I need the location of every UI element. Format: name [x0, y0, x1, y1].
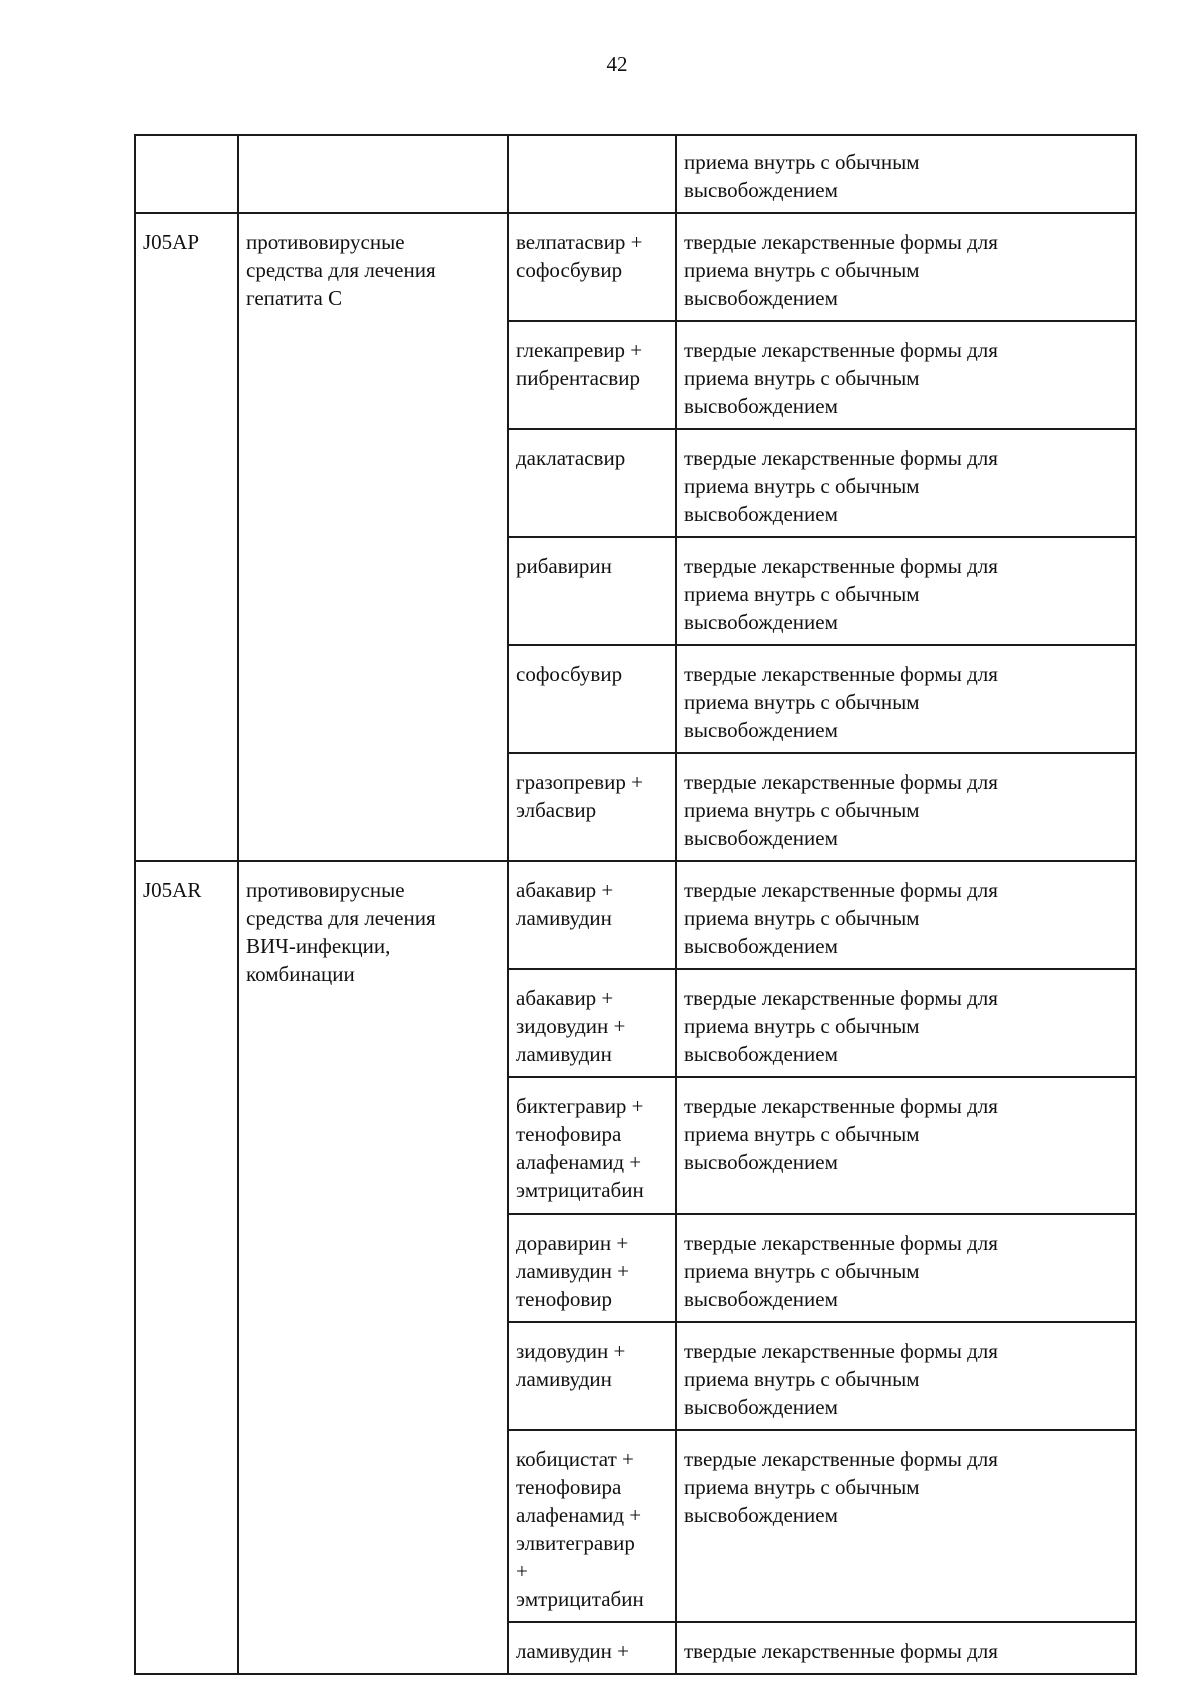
dosage-form-line: приема внутрь с обычным: [684, 1259, 920, 1283]
drug-name-cell: [508, 537, 676, 645]
drug-name-line: абакавир +: [516, 986, 614, 1010]
drug-name-cell: [508, 1077, 676, 1214]
table-body: [135, 135, 1136, 1674]
drug-name-cell: [508, 429, 676, 537]
group-name-cell: [238, 213, 508, 861]
dosage-form-line: приема внутрь с обычным: [684, 582, 920, 606]
dosage-form-line: приема внутрь с обычным: [684, 798, 920, 822]
dosage-form-line: высвобождением: [684, 178, 838, 202]
group-name-line: средства для лечения: [246, 258, 436, 282]
dosage-form-line: высвобождением: [684, 1395, 838, 1419]
dosage-form-cell: [676, 861, 1136, 969]
dosage-form-cell: [676, 1622, 1136, 1674]
drug-name-line: ламивудин: [516, 1042, 612, 1066]
dosage-form-line: приема внутрь с обычным: [684, 1475, 920, 1499]
dosage-form-cell: [676, 213, 1136, 321]
atc-code: J05AR: [143, 878, 202, 902]
dosage-form-line: твердые лекарственные формы для: [684, 986, 998, 1010]
dosage-form-line: высвобождением: [684, 718, 838, 742]
dosage-form-line: высвобождением: [684, 934, 838, 958]
group-name-line: средства для лечения: [246, 906, 436, 930]
dosage-form-line: твердые лекарственные формы для: [684, 230, 998, 254]
drug-name-cell: [508, 645, 676, 753]
drug-name-line: элбасвир: [516, 798, 597, 822]
drug-name-line: тенофовир: [516, 1287, 612, 1311]
dosage-form-line: твердые лекарственные формы для: [684, 1094, 998, 1118]
dosage-form-line: приема внутрь с обычным: [684, 150, 920, 174]
dosage-form-line: твердые лекарственные формы для: [684, 446, 998, 470]
dosage-form-line: твердые лекарственные формы для: [684, 554, 998, 578]
dosage-form-cell: [676, 1214, 1136, 1322]
atc-code: J05AP: [143, 230, 200, 254]
dosage-form-cell: [676, 1322, 1136, 1430]
group-name-line: противовирусные: [246, 878, 405, 902]
drug-name-line: зидовудин +: [516, 1014, 626, 1038]
drug-name-line: софосбувир: [516, 662, 623, 686]
dosage-form-cell: [676, 135, 1136, 213]
table-row: [135, 135, 1136, 213]
drug-name-line: зидовудин +: [516, 1339, 626, 1363]
atc-code-cell: [135, 213, 238, 861]
drug-table: [134, 134, 1137, 1675]
drug-name-line: +: [516, 1559, 528, 1583]
drug-name-line: эмтрицитабин: [516, 1178, 644, 1202]
drug-name-cell: [508, 321, 676, 429]
drug-name-cell: [508, 1622, 676, 1674]
atc-code-cell: [135, 135, 238, 213]
drug-name-line: ламивудин: [516, 906, 612, 930]
drug-name-cell: [508, 135, 676, 213]
drug-name-cell: [508, 753, 676, 861]
drug-name-line: тенофовира: [516, 1475, 622, 1499]
drug-name-line: кобицистат +: [516, 1447, 634, 1471]
drug-name-cell: [508, 1430, 676, 1622]
dosage-form-cell: [676, 429, 1136, 537]
page-number: 42: [606, 52, 628, 76]
drug-name-line: тенофовира: [516, 1122, 622, 1146]
drug-name-line: абакавир +: [516, 878, 614, 902]
drug-name-line: ламивудин +: [516, 1639, 629, 1663]
drug-name-line: биктегравир +: [516, 1094, 644, 1118]
group-name-cell: [238, 135, 508, 213]
dosage-form-line: приема внутрь с обычным: [684, 258, 920, 282]
drug-name-line: софосбувир: [516, 258, 623, 282]
dosage-form-line: приема внутрь с обычным: [684, 1122, 920, 1146]
dosage-form-line: твердые лекарственные формы для: [684, 878, 998, 902]
group-name-line: противовирусные: [246, 230, 405, 254]
dosage-form-line: высвобождением: [684, 1150, 838, 1174]
dosage-form-cell: [676, 1430, 1136, 1622]
dosage-form-cell: [676, 537, 1136, 645]
group-name-cell: [238, 861, 508, 1674]
dosage-form-line: приема внутрь с обычным: [684, 1014, 920, 1038]
drug-name-line: эмтрицитабин: [516, 1587, 644, 1611]
dosage-form-line: высвобождением: [684, 1287, 838, 1311]
dosage-form-line: приема внутрь с обычным: [684, 690, 920, 714]
group-name-line: гепатита С: [246, 286, 343, 310]
dosage-form-line: твердые лекарственные формы для: [684, 338, 998, 362]
dosage-form-line: высвобождением: [684, 502, 838, 526]
table-row: [135, 213, 1136, 321]
drug-name-line: алафенамид +: [516, 1150, 642, 1174]
dosage-form-line: высвобождением: [684, 826, 838, 850]
dosage-form-cell: [676, 321, 1136, 429]
dosage-form-line: твердые лекарственные формы для: [684, 662, 998, 686]
dosage-form-line: твердые лекарственные формы для: [684, 1447, 998, 1471]
drug-name-cell: [508, 1214, 676, 1322]
dosage-form-line: твердые лекарственные формы для: [684, 1639, 998, 1663]
dosage-form-cell: [676, 753, 1136, 861]
drug-name-line: глекапревир +: [516, 338, 643, 362]
dosage-form-line: твердые лекарственные формы для: [684, 770, 998, 794]
drug-name-cell: [508, 1322, 676, 1430]
drug-name-line: доравирин +: [516, 1231, 629, 1255]
drug-name-cell: [508, 861, 676, 969]
table-row: [135, 861, 1136, 969]
drug-name-line: элвитегравир: [516, 1531, 635, 1555]
dosage-form-line: высвобождением: [684, 1042, 838, 1066]
dosage-form-line: высвобождением: [684, 394, 838, 418]
drug-name-cell: [508, 969, 676, 1077]
drug-name-line: велпатасвир +: [516, 230, 643, 254]
drug-name-line: гразопревир +: [516, 770, 643, 794]
dosage-form-cell: [676, 645, 1136, 753]
drug-name-line: рибавирин: [516, 554, 612, 578]
drug-name-line: даклатасвир: [516, 446, 626, 470]
dosage-form-cell: [676, 1077, 1136, 1214]
drug-name-line: алафенамид +: [516, 1503, 642, 1527]
dosage-form-line: высвобождением: [684, 1503, 838, 1527]
dosage-form-line: высвобождением: [684, 610, 838, 634]
drug-name-line: ламивудин +: [516, 1259, 629, 1283]
drug-name-cell: [508, 213, 676, 321]
dosage-form-line: приема внутрь с обычным: [684, 1367, 920, 1391]
dosage-form-line: приема внутрь с обычным: [684, 474, 920, 498]
dosage-form-line: высвобождением: [684, 286, 838, 310]
dosage-form-line: приема внутрь с обычным: [684, 366, 920, 390]
drug-name-line: пибрентасвир: [516, 366, 640, 390]
dosage-form-cell: [676, 969, 1136, 1077]
atc-code-cell: [135, 861, 238, 1674]
dosage-form-line: твердые лекарственные формы для: [684, 1339, 998, 1363]
dosage-form-line: твердые лекарственные формы для: [684, 1231, 998, 1255]
group-name-line: комбинации: [246, 962, 355, 986]
dosage-form-line: приема внутрь с обычным: [684, 906, 920, 930]
drug-name-line: ламивудин: [516, 1367, 612, 1391]
group-name-line: ВИЧ-инфекции,: [246, 934, 391, 958]
